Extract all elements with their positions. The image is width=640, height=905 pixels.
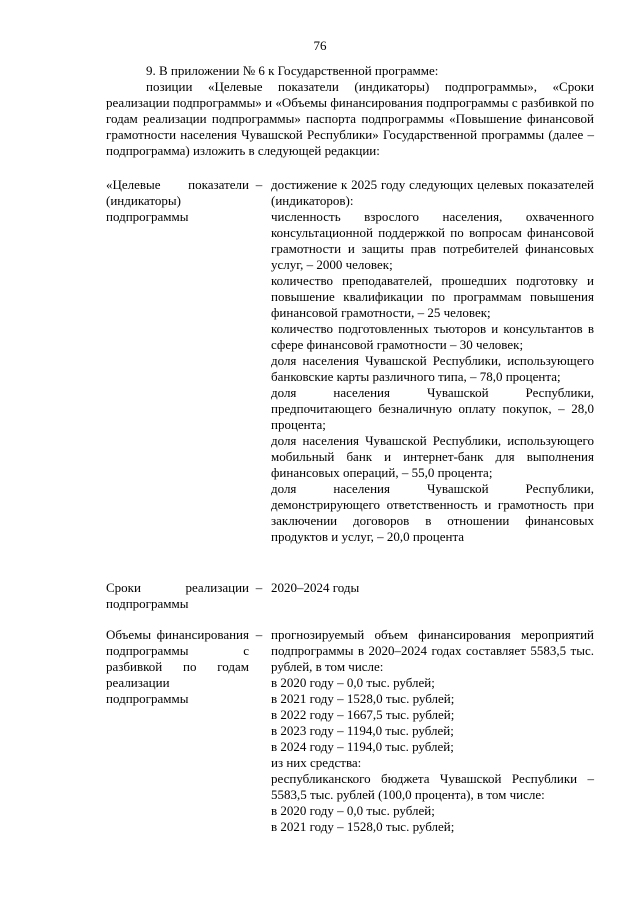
value-line: достижение к 2025 году следующих целевых показателей (индикаторов): [271, 177, 594, 208]
row-value [271, 177, 594, 545]
intro-text: позиции «Целевые показатели (индикаторы) подпрограммы», «Сроки реализации подпрограммы» и «Объемы финансирования подпрограммы с разбивкой по годам реализации подпрограммы» паспорта подпрограммы «Повышение финансовой грамотности населения Чувашской Республики» Государственной программы (далее – подпрограмма) изложить в следующей редакции: [106, 79, 594, 158]
intro-paragraph [106, 63, 594, 159]
value-line: доля населения Чувашской Республики, предпочитающего безналичную оплату покупок, – 28,0 процента; [271, 385, 594, 432]
value-line: в 2022 году – 1667,5 тыс. рублей; [271, 707, 455, 722]
value-line: из них средства: [271, 755, 362, 770]
row-label: Объемы финансирования подпрограммы с разбивкой по годам реализации подпрограммы [106, 627, 249, 706]
row-dash: – [255, 580, 263, 595]
value-line: в 2023 году – 1194,0 тыс. рублей; [271, 723, 454, 738]
value-line: доля населения Чувашской Республики, использующего мобильный банк и интернет-банк для выполнения финансовых операций, – 55,0 процента; [271, 433, 594, 480]
row-label: Сроки реализации подпрограммы [106, 580, 249, 611]
row-label: «Целевые показатели (индикаторы) подпрограммы [106, 177, 249, 224]
value-line: в 2021 году – 1528,0 тыс. рублей; [271, 691, 455, 706]
value-line: количество подготовленных тьюторов и консультантов в сфере финансовой грамотности – 30 человек; [271, 321, 594, 352]
value-line: численность взрослого населения, охваченного консультационной поддержкой по вопросам финансовой грамотности и защиты прав потребителей финансовых услуг, – 2000 человек; [271, 209, 594, 272]
value-line: прогнозируемый объем финансирования мероприятий подпрограммы в 2020–2024 годах составляет 5583,5 тыс. рублей, в том числе: [271, 627, 594, 674]
value-line: в 2024 году – 1194,0 тыс. рублей; [271, 739, 454, 754]
value-line: доля населения Чувашской Республики, использующего банковские карты различного типа, – 78,0 процента; [271, 353, 594, 384]
value-line: в 2021 году – 1528,0 тыс. рублей; [271, 819, 455, 834]
value-line: доля населения Чувашской Республики, демонстрирующего ответственность и грамотность при заключении договоров в отношении финансовых продуктов и услуг, – 20,0 процента [271, 481, 594, 544]
value-line: в 2020 году – 0,0 тыс. рублей; [271, 803, 435, 818]
row-dash: – [255, 177, 263, 192]
page-number: 76 [313, 38, 327, 53]
row-value [271, 627, 594, 835]
value-line: в 2020 году – 0,0 тыс. рублей; [271, 675, 435, 690]
value-line: 2020–2024 годы [271, 580, 360, 595]
row-value [271, 580, 594, 596]
row-dash: – [255, 627, 263, 642]
intro-heading: 9. В приложении № 6 к Государственной программе: [146, 63, 439, 78]
value-line: республиканского бюджета Чувашской Республики – 5583,5 тыс. рублей (100,0 процента), в том числе: [271, 771, 594, 802]
value-line: количество преподавателей, прошедших подготовку и повышение квалификации по программам повышения финансовой грамотности, – 25 человек; [271, 273, 594, 320]
